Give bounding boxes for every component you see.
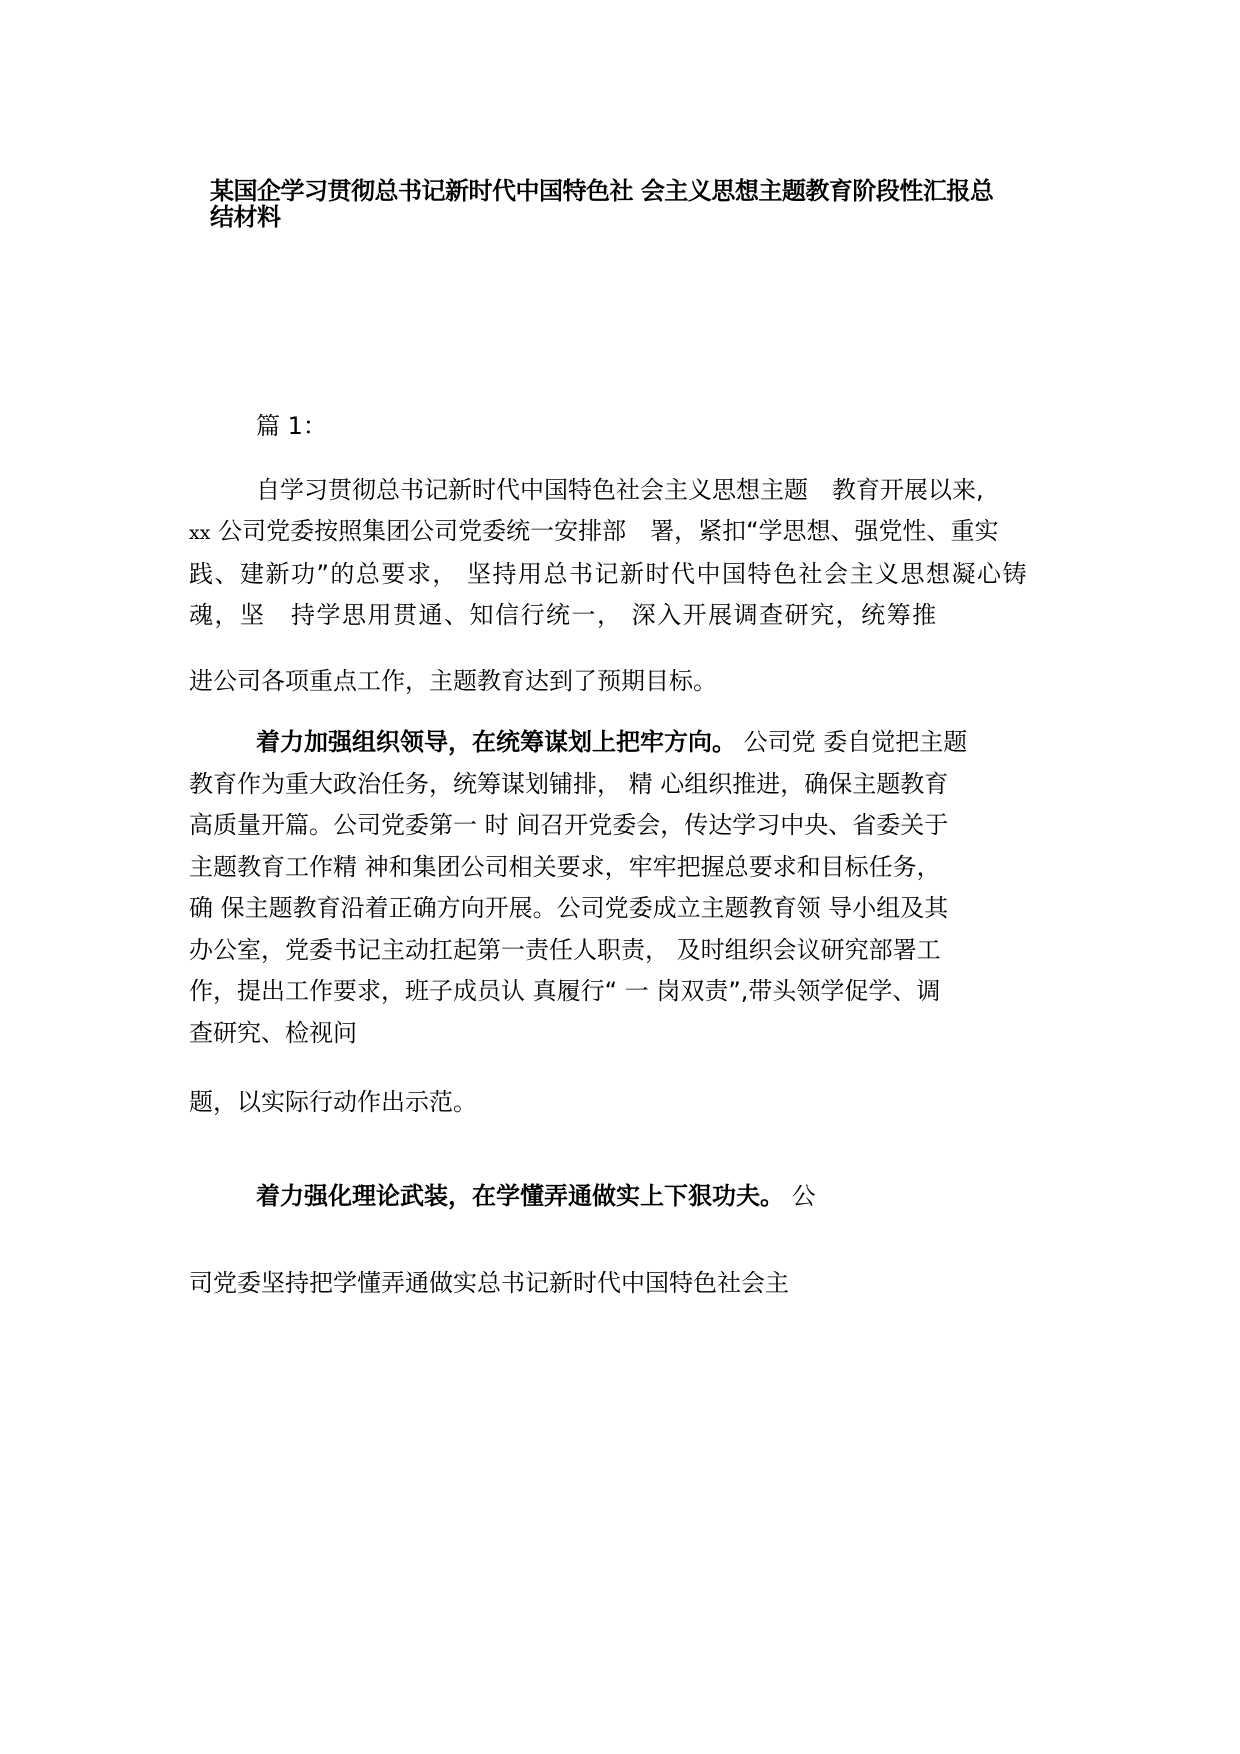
company-placeholder: xx — [189, 522, 211, 544]
paragraph-line: 题，以实际行动作出示范。 — [189, 1088, 477, 1116]
paragraph-intro — [189, 470, 1089, 636]
paragraph-line: 主题教育工作精 神和集团公司相关要求，牢牢把握总要求和目标任务， — [189, 852, 941, 881]
paragraph-line — [189, 1176, 1089, 1217]
paragraph-text: 公 — [784, 1182, 816, 1210]
paragraph-line: 司党委坚持把学懂弄通做实总书记新时代中国特色社会主 — [189, 1269, 789, 1297]
paragraph-line: 自学习贯彻总书记新时代中国特色社会主义思想主题 教育开展以来, — [256, 476, 984, 504]
paragraph-line — [189, 722, 1089, 764]
paragraph-intro-continuation — [189, 661, 1089, 702]
paragraph-text: 公司党 委自觉把主题 — [736, 728, 968, 756]
paragraph-line: 高质量开篇。公司党委第一 时 间召开党委会，传达学习中央、省委关于 — [189, 811, 949, 839]
paragraph-line: 办公室，党委书记主动扛起第一责任人职责， 及时组织会议研究部署工 — [189, 935, 941, 964]
title-line-1: 某国企学习贯彻总书记新时代中国特色社 会主义思想主题教育阶段性汇报总 — [210, 177, 994, 205]
paragraph-theory — [189, 1176, 1089, 1217]
paragraph-theory-continuation — [189, 1263, 1089, 1304]
paragraph-line: 查研究、检视问 — [189, 1018, 357, 1047]
document-title — [210, 178, 1050, 230]
paragraph-heading: 着力加强组织领导，在统筹谋划上把牢方向。 — [256, 728, 736, 756]
paragraph-line: 魂，坚 持学思用贯通、知信行统一， 深入开展调查研究，统筹推 — [189, 601, 938, 629]
title-line-2: 结材料 — [210, 203, 281, 231]
paragraph-line: 教育作为重大政治任务，统筹谋划铺排， 精 心组织推进，确保主题教育 — [189, 769, 949, 798]
section-label: 篇 1： — [256, 412, 327, 440]
paragraph-line: 进公司各项重点工作，主题教育达到了预期目标。 — [189, 667, 717, 695]
paragraph-organization-continuation — [189, 1082, 1089, 1123]
paragraph-line: 作，提出工作要求，班子成员认 真履行“ 一 岗双责”,带头领学促学、调 — [189, 977, 941, 1005]
paragraph-line: 确 保主题教育沿着正确方向开展。公司党委成立主题教育领 导小组及其 — [189, 894, 949, 922]
paragraph-line — [189, 511, 1089, 554]
paragraph-line: 践、建新功”的总要求， 坚持用总书记新时代中国特色社会主义思想凝心铸 — [189, 560, 1029, 588]
paragraph-text: 公司党委按照集团公司党委统一安排部 署，紧扣“学思想、强党性、重实 — [210, 517, 999, 545]
paragraph-heading: 着力强化理论武装，在学懂弄通做实上下狠功夫。 — [256, 1182, 784, 1210]
paragraph-organization — [189, 722, 1089, 1054]
